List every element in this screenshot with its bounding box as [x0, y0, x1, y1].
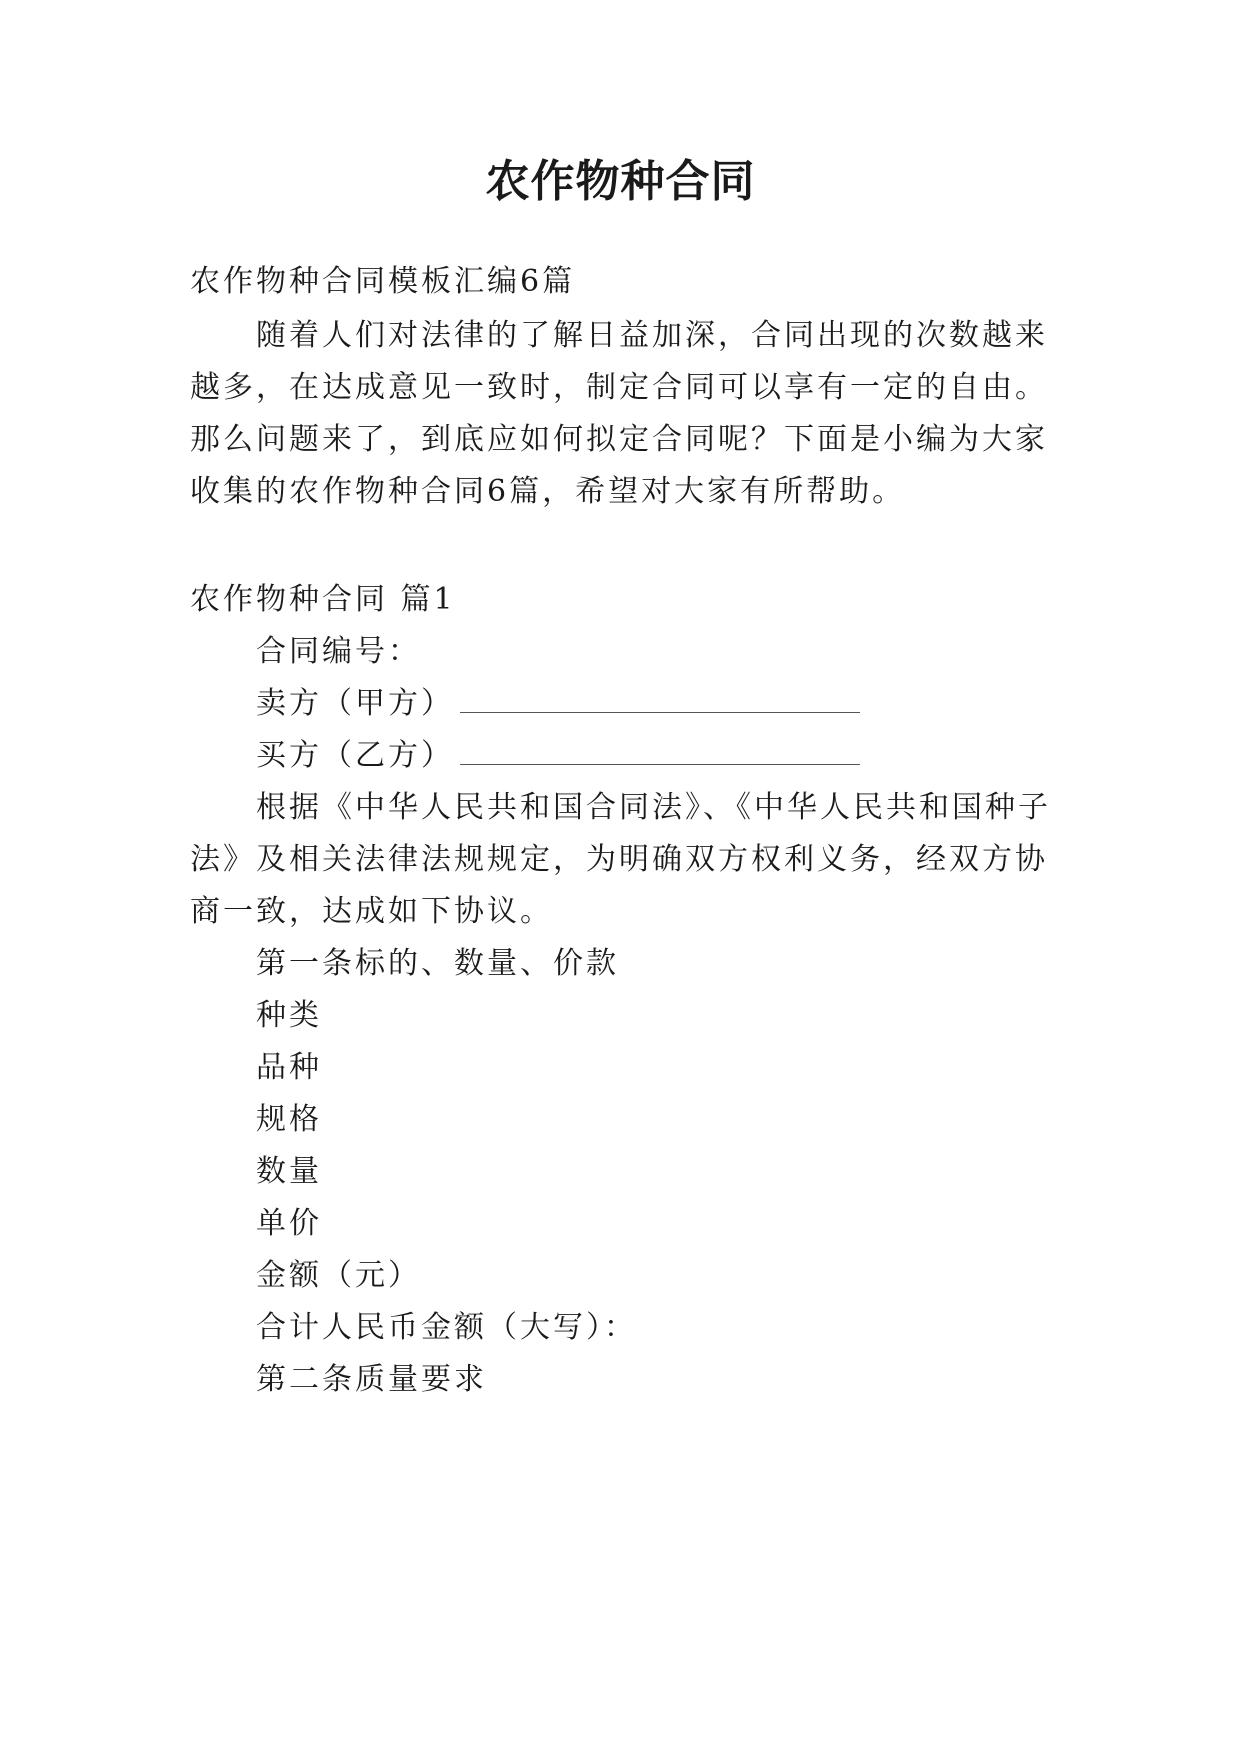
article-1-heading: 第一条标的、数量、价款: [256, 946, 619, 981]
basis-line: 商一致，达成如下协议。: [190, 894, 553, 929]
basis-line: 法》及相关法律法规规定，为明确双方权利义务，经双方协: [190, 842, 1048, 877]
document-title: 农作物种合同: [485, 156, 756, 207]
buyer-row: [256, 736, 860, 776]
article-2-heading: 第二条质量要求: [256, 1362, 487, 1397]
field-label: 单价: [256, 1206, 322, 1241]
field-label: 数量: [256, 1154, 322, 1189]
field-label: 品种: [256, 1050, 322, 1085]
intro-line: 那么问题来了，到底应如何拟定合同呢？下面是小编为大家: [190, 422, 1048, 457]
contract-number-label: 合同编号：: [256, 634, 421, 669]
seller-blank-line: [460, 684, 860, 713]
field-label: 规格: [256, 1102, 322, 1137]
intro-line: 随着人们对法律的了解日益加深，合同出现的次数越来: [256, 318, 1048, 353]
seller-row: [256, 684, 860, 724]
buyer-blank-line: [460, 736, 860, 765]
intro-line: 收集的农作物种合同6篇，希望对大家有所帮助。: [190, 474, 906, 509]
field-label: 金额（元）: [256, 1258, 421, 1293]
document-subtitle: 农作物种合同模板汇编6篇: [190, 264, 576, 299]
section-heading: 农作物种合同 篇1: [190, 582, 456, 617]
intro-line: 越多，在达成意见一致时，制定合同可以享有一定的自由。: [190, 370, 1048, 405]
seller-label: 卖方（甲方）: [256, 686, 454, 721]
field-label: 种类: [256, 998, 322, 1033]
buyer-label: 买方（乙方）: [256, 738, 454, 773]
basis-line: 根据《中华人民共和国合同法》、《中华人民共和国种子: [256, 790, 1051, 825]
total-amount-label: 合计人民币金额（大写）：: [256, 1310, 637, 1345]
